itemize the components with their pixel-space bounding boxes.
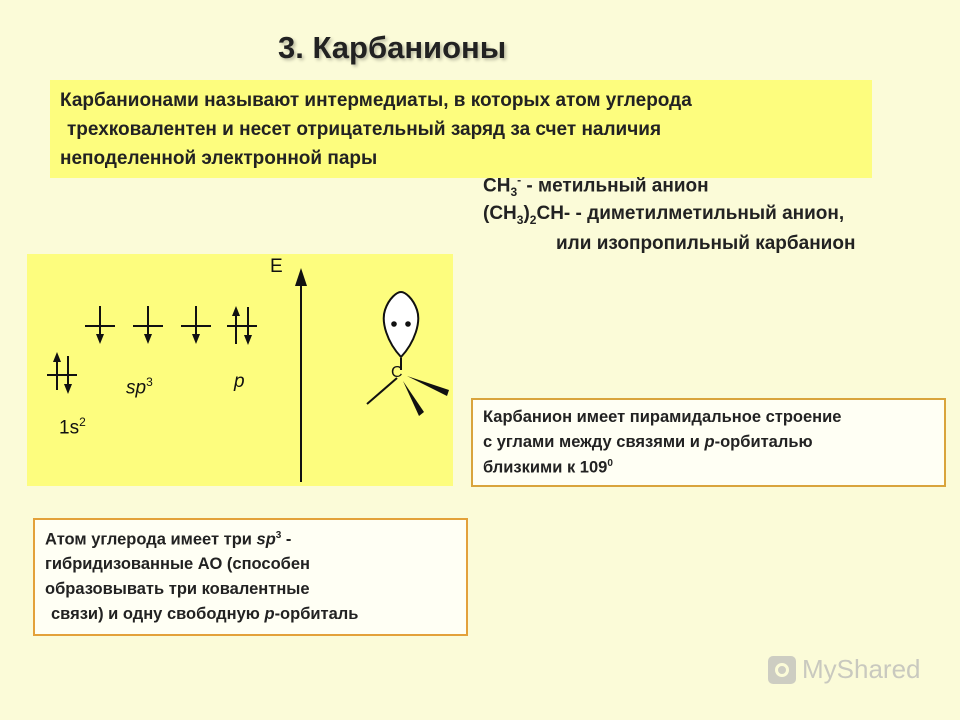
orbital-diagram: [27, 254, 453, 486]
label-p: p: [234, 371, 245, 392]
hybrid-note-line-4: [51, 605, 358, 624]
label-1s-sup: 2: [79, 415, 86, 429]
watermark: [768, 654, 921, 685]
hybrid-note-line-2: гибридизованные АО (способен: [45, 555, 311, 573]
note-left-line4-a: связи) и одну свободную: [51, 605, 265, 623]
note-right-line2-b: -орбиталью: [714, 433, 813, 451]
carbanion-structure: [367, 292, 449, 416]
orbital-sp3-1: [85, 306, 115, 344]
label-sp3: [126, 375, 153, 399]
note-left-line4-p: р: [264, 605, 275, 623]
note-left-line4-b: -орбиталь: [274, 605, 359, 623]
note-left-line1-sp: sp: [256, 530, 276, 549]
hybrid-note-line-3: образовывать три ковалентные: [45, 580, 310, 598]
hybridization-note-box: [33, 518, 468, 636]
orbital-sp3-2: [133, 306, 163, 344]
note-right-line2-p: р: [704, 433, 715, 451]
note-right-line2-a: с углами между связями и: [483, 433, 705, 451]
methyl-subscript: 3: [510, 185, 518, 200]
pyramidal-note-line-2: [483, 433, 813, 452]
dimethyl-anion-line: [483, 203, 844, 227]
dimethyl-rest: CH- - диметилметильный анион,: [536, 203, 845, 224]
label-1s: [59, 415, 86, 439]
label-sp3-text: sp: [126, 377, 147, 399]
note-left-line1-a: Атом углерода имеет три: [45, 530, 257, 549]
note-left-line1-b: -: [281, 530, 292, 549]
note-right-line3: близкими к 109: [483, 458, 608, 477]
orbital-p: [227, 306, 257, 345]
methyl-charge: -: [517, 173, 522, 187]
orbital-1s: [47, 352, 77, 394]
pyramidal-note-box: [471, 398, 946, 487]
dimethyl-sub: 3: [516, 212, 524, 227]
watermark-text: MyShared: [802, 654, 921, 684]
energy-axis-arrow: [295, 268, 307, 286]
definition-line-1: Карбанионами называют интермедиаты, в которых атом углерода: [60, 90, 692, 111]
isopropyl-line: или изопропильный карбанион: [556, 233, 856, 254]
methyl-formula: CH: [483, 175, 511, 197]
orbital-sp3-3: [181, 306, 211, 344]
methyl-anion-line: [483, 173, 709, 199]
pyramidal-note-line-3: [483, 458, 613, 478]
dimethyl-close: ): [523, 203, 530, 224]
dimethyl-sub2: 2: [529, 212, 537, 227]
label-sp3-sup: 3: [146, 375, 153, 389]
hybrid-note-line-1: [45, 530, 291, 550]
orbital-diagram-panel: [27, 254, 453, 486]
definition-line-2: трехковалентен и несет отрицательный заряд за счет наличия: [67, 119, 662, 140]
energy-axis-label: E: [270, 256, 283, 277]
label-1s-text: 1s: [59, 417, 80, 439]
carbon-label: C: [391, 364, 403, 381]
definition-line-3: неподеленной электронной пары: [60, 148, 378, 169]
slide-title: 3. Карбанионы: [278, 30, 507, 65]
methyl-name: - метильный анион: [521, 175, 709, 197]
dimethyl-open: (CH: [483, 203, 517, 224]
note-left-line1-sup: 3: [275, 530, 282, 541]
watermark-logo-icon: [768, 656, 796, 684]
pyramidal-note-line-1: Карбанион имеет пирамидальное строение: [483, 408, 842, 426]
note-right-line3-sup: 0: [607, 458, 613, 469]
